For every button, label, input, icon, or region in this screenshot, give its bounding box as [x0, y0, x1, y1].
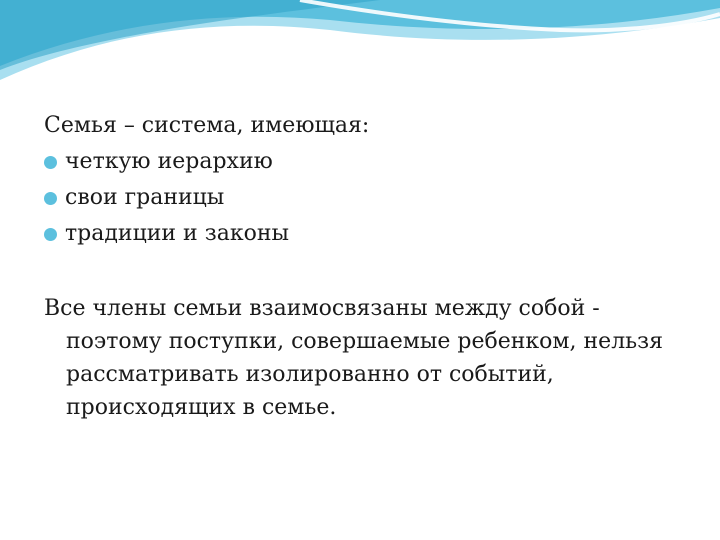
decorative-wave-header	[0, 0, 720, 90]
list-item-text: свои границы	[65, 185, 225, 210]
bullet-dot-icon	[44, 228, 57, 241]
list-item-text: четкую иерархию	[65, 149, 273, 174]
list-item	[44, 216, 684, 252]
bullet-dot-icon	[44, 192, 57, 205]
body-paragraph: Все члены семьи взаимосвязаны между собой - поэтому поступки, совершаемые ребенком, нельзя рассматривать изолированно от событий, происходящих в семье.	[44, 296, 664, 420]
bullet-dot-icon	[44, 156, 57, 169]
slide-content	[44, 108, 684, 424]
bullet-list	[44, 144, 684, 252]
list-item-text: традиции и законы	[65, 221, 289, 246]
list-item	[44, 180, 684, 216]
list-item	[44, 144, 684, 180]
intro-text: Семья – система, имеющая:	[44, 113, 370, 138]
